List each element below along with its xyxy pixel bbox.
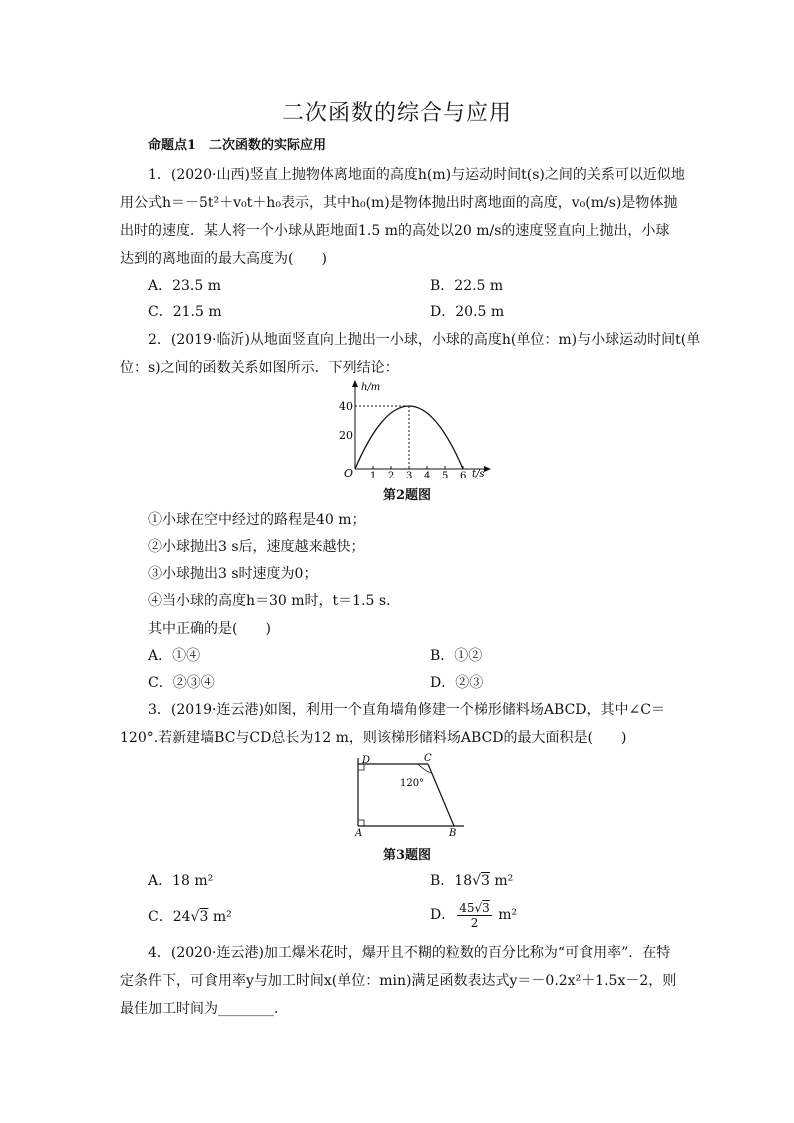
page-title: 二次函数的综合与应用 [281,101,512,126]
y-axis-label: h/m [361,382,381,393]
q4-line-1: 4．(2020·连云港)加工爆米花时，爆开且不糊的粒数的百分比称为“可食用率”．在特 [148,945,671,961]
q1-option-a: A．23.5 m [148,278,222,294]
x-tick-2: 2 [388,471,395,478]
q2-statement-4: ④当小球的高度h＝30 m时，t＝1.5 s. [148,593,391,609]
x-axis-label: t/s [472,469,485,478]
x-tick-3: 3 [406,471,413,478]
q2-question: 其中正确的是( ) [148,621,271,637]
q2-option-a: A．①④ [148,648,201,664]
q2-statement-3: ③小球抛出3 s时速度为0； [148,566,318,582]
q1-line-1: 1．(2020·山西)竖直上抛物体离地面的高度h(m)与运动时间t(s)之间的关系可以近似地 [148,167,685,183]
x-tick-5: 5 [442,471,449,478]
section-heading: 命题点1 二次函数的实际应用 [148,138,327,153]
point-c: C [424,753,432,764]
origin-label: O [344,467,354,478]
q3-option-a: A．18 m² [148,873,214,889]
point-b: B [449,828,457,838]
q1-option-b: B．22.5 m [430,278,504,294]
q3-caption: 第3题图 [383,848,432,863]
q2-line-2: 位：s)之间的函数关系如图所示．下列结论： [120,360,399,376]
q3-option-c: C．24√3 m² [148,909,232,925]
x-tick-6: 6 [460,471,467,478]
q2-line-1: 2．(2019·临沂)从地面竖直向上抛出一小球，小球的高度h(单位：m)与小球运动时间t(单 [148,332,701,348]
q3-line-1: 3．(2019·连云港)如图，利用一个直角墙角修建一个梯形储料场ABCD，其中∠C＝ [148,702,665,718]
y-tick-40: 40 [339,400,353,413]
q1-line-4: 达到的离地面的最大高度为( ) [120,251,327,267]
q4-line-3: 最佳加工时间为________. [120,1001,279,1017]
q2-statement-2: ②小球抛出3 s后，速度越来越快； [148,539,365,555]
q2-graph [325,378,495,478]
q2-option-c: C．②③④ [148,675,215,691]
q1-line-2: 用公式h＝－5t²＋v₀t＋h₀表示，其中h₀(m)是物体抛出时离地面的高度，v₀(m/s)是物体抛 [120,195,678,211]
q1-line-3: 出时的速度．某人将一个小球从距地面1.5 m的高处以20 m/s的速度竖直向上抛出，小球 [120,223,670,239]
q2-option-d: D．②③ [430,675,484,691]
q3-line-2: 120°.若新建墙BC与CD总长为12 m，则该梯形储料场ABCD的最大面积是( ) [120,730,627,746]
q1-option-c: C．21.5 m [148,304,222,320]
y-tick-20: 20 [339,429,353,442]
q3-figure [350,752,470,838]
q1-option-d: D．20.5 m [430,304,505,320]
x-tick-1: 1 [370,471,377,478]
q2-option-b: B．①② [430,648,483,664]
x-tick-4: 4 [424,471,431,478]
q4-line-2: 定条件下，可食用率y与加工时间x(单位：min)满足函数表达式y＝－0.2x²＋1.5x－2，则 [120,973,677,989]
point-a: A [355,828,363,838]
q3-option-d: D． $\frac{45√3}{2}$ m² [430,900,518,930]
angle-label: 120° [400,778,425,789]
fraction: $\frac{45√3}{2}$ [459,900,490,930]
q3-option-b: B．18√3 m² [430,873,514,889]
q2-caption: 第2题图 [383,488,432,503]
point-d: D [362,755,371,766]
q2-statement-1: ①小球在空中经过的路程是40 m； [148,512,366,528]
